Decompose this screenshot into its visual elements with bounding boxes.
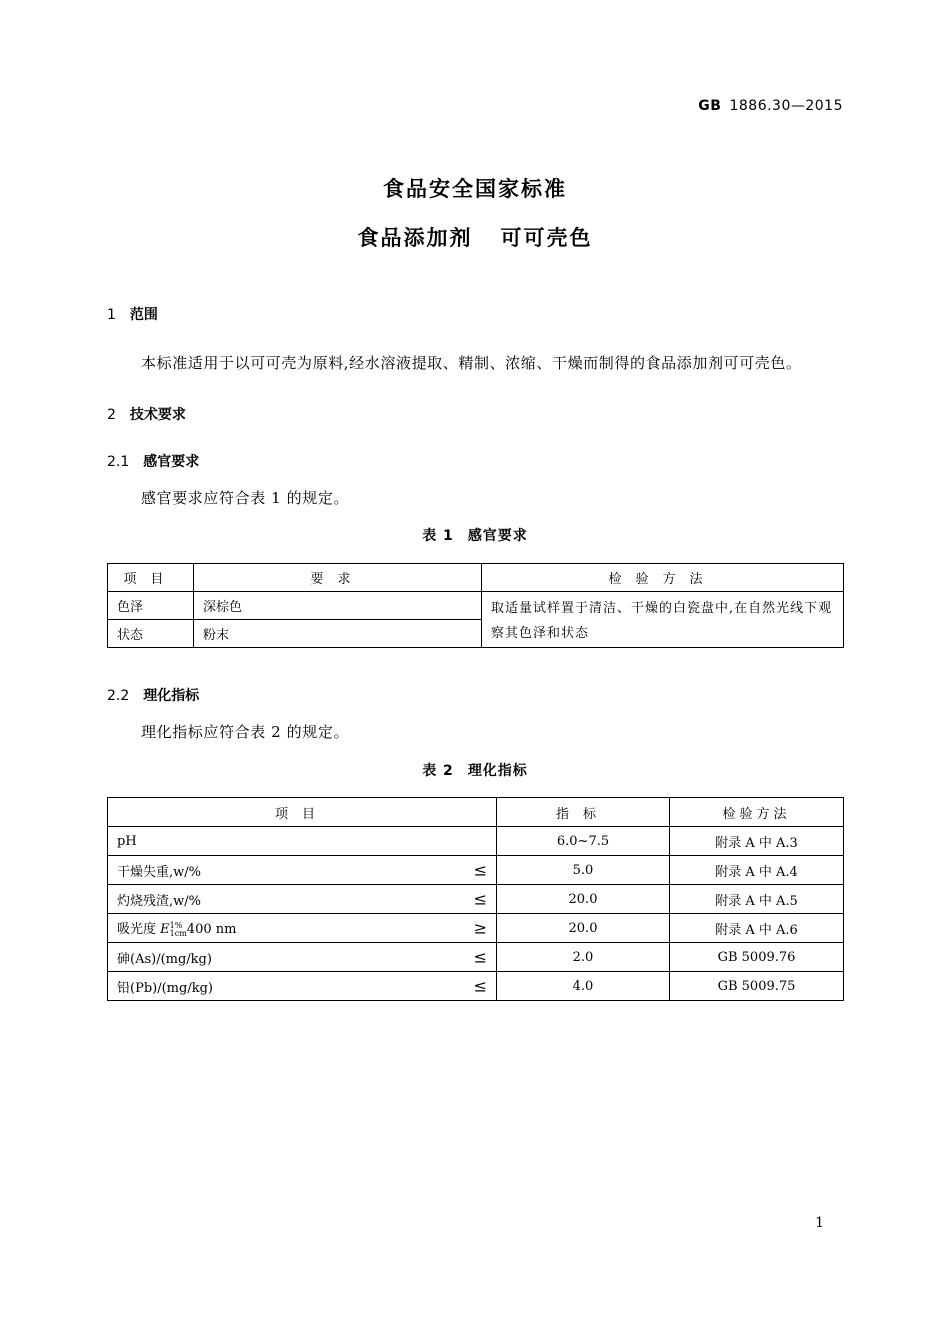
code-prefix: GB bbox=[698, 98, 722, 114]
code-number: 1886.30—2015 bbox=[729, 98, 843, 114]
item-text: 吸光度 bbox=[117, 922, 161, 938]
section-1-heading bbox=[107, 304, 158, 324]
caption-number: 表 2 bbox=[422, 763, 454, 779]
cell-method: GB 5009.75 bbox=[670, 972, 844, 1001]
item-text: 砷(As)/(mg/kg) bbox=[117, 951, 212, 967]
header-item: 项目 bbox=[108, 798, 497, 827]
header-method: 检验方法 bbox=[482, 564, 844, 592]
cell-item: 色泽 bbox=[108, 592, 194, 620]
standard-code bbox=[698, 98, 843, 114]
section-1-text: 本标准适用于以可可壳为原料,经水溶液提取、精制、浓缩、干燥而制得的食品添加剂可可壳色。 bbox=[141, 354, 802, 372]
item-text: pH bbox=[117, 833, 137, 849]
section-title: 技术要求 bbox=[129, 407, 186, 423]
table-1-caption bbox=[0, 525, 950, 545]
subtitle-part-a: 食品添加剂 bbox=[357, 226, 473, 250]
comparison-symbol: ≤ bbox=[473, 947, 487, 967]
section-number: 1 bbox=[107, 307, 116, 323]
cell-value: 20.0 bbox=[497, 885, 670, 914]
table-header-row bbox=[108, 564, 844, 592]
section-number: 2.2 bbox=[107, 688, 130, 704]
physicochemical-table bbox=[107, 797, 844, 1001]
sensory-requirements-table bbox=[107, 563, 844, 648]
caption-title: 感官要求 bbox=[467, 528, 528, 544]
header-value: 指标 bbox=[497, 798, 670, 827]
table-2-caption bbox=[0, 760, 950, 780]
section-title: 感官要求 bbox=[143, 454, 200, 470]
document-title: 食品安全国家标准 bbox=[383, 177, 567, 201]
cell-value: 6.0~7.5 bbox=[497, 827, 670, 856]
item-subscript: 1cm bbox=[169, 928, 187, 938]
cell-method: 附录 A 中 A.5 bbox=[670, 885, 844, 914]
section-2-heading bbox=[107, 404, 186, 424]
header-method: 检验方法 bbox=[670, 798, 844, 827]
section-2-1-heading bbox=[107, 451, 199, 471]
comparison-symbol: ≤ bbox=[473, 889, 487, 909]
cell-method: GB 5009.76 bbox=[670, 943, 844, 972]
table-row bbox=[108, 943, 844, 972]
item-text: 干燥失重,w/% bbox=[117, 864, 201, 880]
item-superscript: 1% bbox=[169, 920, 183, 930]
subtitle-part-b: 可可壳色 bbox=[500, 226, 593, 250]
cell-item bbox=[108, 885, 497, 914]
cell-item: 状态 bbox=[108, 620, 194, 648]
section-number: 2 bbox=[107, 407, 116, 423]
cell-item bbox=[108, 914, 497, 943]
section-2-2-heading bbox=[107, 685, 199, 705]
cell-method: 附录 A 中 A.6 bbox=[670, 914, 844, 943]
table-row bbox=[108, 856, 844, 885]
caption-number: 表 1 bbox=[422, 528, 454, 544]
header-item: 项目 bbox=[108, 564, 194, 592]
table-row bbox=[108, 827, 844, 856]
section-number: 2.1 bbox=[107, 454, 130, 470]
page-number: 1 bbox=[815, 1215, 824, 1231]
cell-value: 4.0 bbox=[497, 972, 670, 1001]
section-title: 理化指标 bbox=[143, 688, 200, 704]
cell-method: 附录 A 中 A.3 bbox=[670, 827, 844, 856]
section-title: 范围 bbox=[129, 307, 158, 323]
item-wavelength: 400 nm bbox=[186, 922, 237, 938]
item-text: 灼烧残渣,w/% bbox=[117, 893, 201, 909]
item-e: E bbox=[160, 922, 170, 938]
header-requirement: 要求 bbox=[194, 564, 482, 592]
cell-requirement: 粉末 bbox=[194, 620, 482, 648]
comparison-symbol: ≤ bbox=[473, 860, 487, 880]
cell-item bbox=[108, 943, 497, 972]
cell-item bbox=[108, 827, 497, 856]
document-subtitle bbox=[0, 222, 950, 252]
cell-value: 5.0 bbox=[497, 856, 670, 885]
cell-method: 取适量试样置于清洁、干燥的白瓷盘中,在自然光线下观察其色泽和状态 bbox=[482, 592, 844, 648]
table-row bbox=[108, 592, 844, 620]
comparison-symbol: ≤ bbox=[473, 976, 487, 996]
cell-item bbox=[108, 972, 497, 1001]
table-row bbox=[108, 972, 844, 1001]
cell-item bbox=[108, 856, 497, 885]
caption-title: 理化指标 bbox=[467, 763, 528, 779]
cell-requirement: 深棕色 bbox=[194, 592, 482, 620]
section-2-2-text: 理化指标应符合表 2 的规定。 bbox=[141, 723, 350, 741]
section-2-1-text: 感官要求应符合表 1 的规定。 bbox=[141, 489, 350, 507]
table-header-row bbox=[108, 798, 844, 827]
cell-value: 20.0 bbox=[497, 914, 670, 943]
comparison-symbol: ≥ bbox=[473, 918, 487, 938]
item-text: 铅(Pb)/(mg/kg) bbox=[117, 980, 213, 996]
table-row bbox=[108, 885, 844, 914]
cell-method: 附录 A 中 A.4 bbox=[670, 856, 844, 885]
cell-value: 2.0 bbox=[497, 943, 670, 972]
table-row bbox=[108, 914, 844, 943]
